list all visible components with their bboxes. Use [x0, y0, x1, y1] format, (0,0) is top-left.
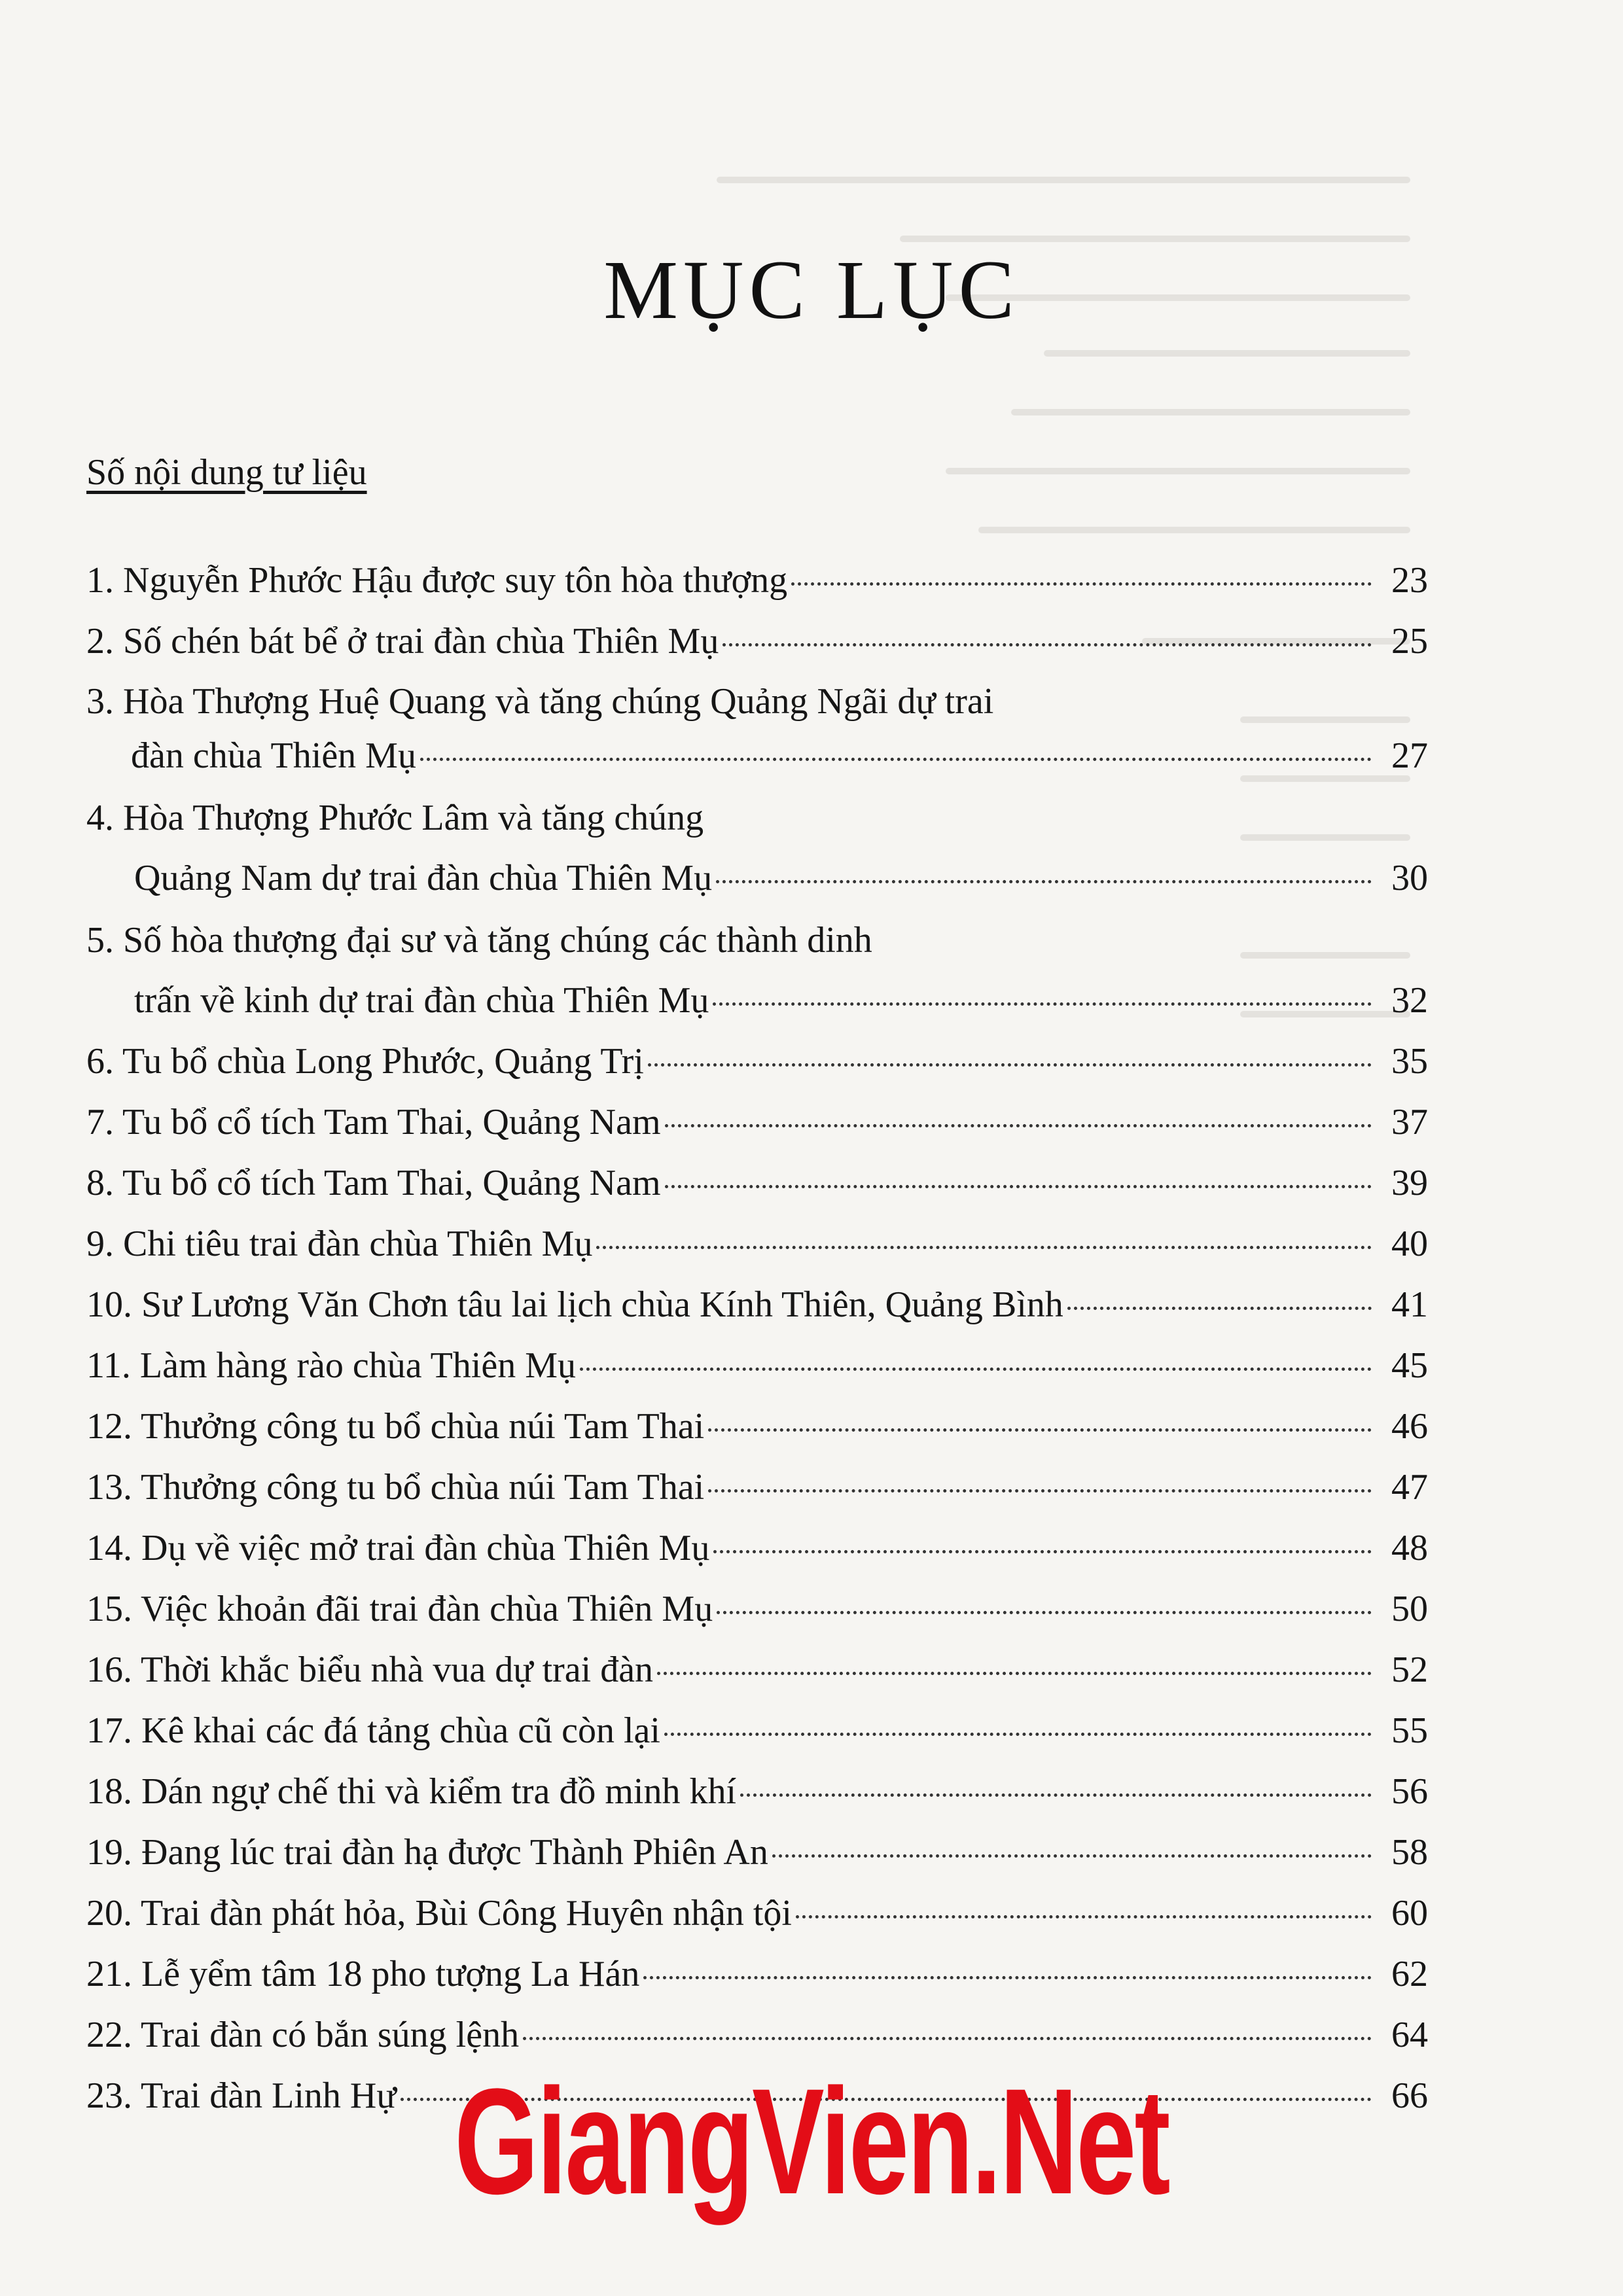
- toc-entry-continued[interactable]: đàn chùa Thiên Mụ 27: [131, 735, 1428, 776]
- toc-entry[interactable]: 4. Hòa Thượng Phước Lâm và tăng chúng: [86, 798, 704, 838]
- page-title: MỤC LỤC: [603, 243, 1020, 336]
- toc-entry[interactable]: 2. Số chén bát bể ở trai đàn chùa Thiên Mụ 25: [86, 621, 1428, 662]
- toc-entry[interactable]: 20. Trai đàn phát hỏa, Bùi Công Huyên nhận tội 60: [86, 1893, 1428, 1934]
- toc-entry[interactable]: 8. Tu bổ cổ tích Tam Thai, Quảng Nam 39: [86, 1163, 1428, 1203]
- toc-entry[interactable]: 18. Dán ngự chế thi và kiểm tra đồ minh khí 56: [86, 1771, 1428, 1812]
- toc-entry[interactable]: 23. Trai đàn Linh Hự 66: [86, 2075, 1428, 2116]
- toc-entry[interactable]: 10. Sư Lương Văn Chơn tâu lai lịch chùa Kính Thiên, Quảng Bình 41: [86, 1284, 1428, 1325]
- toc-entry-continued[interactable]: Quảng Nam dự trai đàn chùa Thiên Mụ 30: [134, 858, 1428, 898]
- toc-entry[interactable]: 5. Số hòa thượng đại sư và tăng chúng các thành dinh: [86, 920, 872, 961]
- toc-entry[interactable]: 1. Nguyễn Phước Hậu được suy tôn hòa thượng 23: [86, 560, 1428, 601]
- toc-entry[interactable]: 9. Chi tiêu trai đàn chùa Thiên Mụ 40: [86, 1224, 1428, 1264]
- toc-entry[interactable]: 17. Kê khai các đá tảng chùa cũ còn lại 55: [86, 1710, 1428, 1751]
- toc-entry[interactable]: 21. Lễ yểm tâm 18 pho tượng La Hán 62: [86, 1954, 1428, 1994]
- toc-entry[interactable]: 15. Việc khoản đãi trai đàn chùa Thiên Mụ 50: [86, 1589, 1428, 1629]
- toc-entry-continued[interactable]: trấn về kinh dự trai đàn chùa Thiên Mụ 32: [134, 980, 1428, 1021]
- toc-entry[interactable]: 11. Làm hàng rào chùa Thiên Mụ 45: [86, 1345, 1428, 1386]
- toc-entry[interactable]: 7. Tu bổ cổ tích Tam Thai, Quảng Nam 37: [86, 1102, 1428, 1142]
- toc-entry[interactable]: 13. Thưởng công tu bổ chùa núi Tam Thai 47: [86, 1467, 1428, 1508]
- toc-entry[interactable]: 22. Trai đàn có bắn súng lệnh 64: [86, 2015, 1428, 2055]
- watermark-logo: GiangVien.Net: [454, 2057, 1169, 2225]
- toc-entry[interactable]: 14. Dụ về việc mở trai đàn chùa Thiên Mụ 48: [86, 1528, 1428, 1568]
- toc-entry[interactable]: 12. Thưởng công tu bổ chùa núi Tam Thai 46: [86, 1406, 1428, 1447]
- toc-entry[interactable]: 16. Thời khắc biểu nhà vua dự trai đàn 52: [86, 1650, 1428, 1690]
- toc-entry[interactable]: 6. Tu bổ chùa Long Phước, Quảng Trị 35: [86, 1041, 1428, 1082]
- toc-entry[interactable]: 19. Đang lúc trai đàn hạ được Thành Phiên An 58: [86, 1832, 1428, 1873]
- toc-entry[interactable]: 3. Hòa Thượng Huệ Quang và tăng chúng Quảng Ngãi dự trai: [86, 681, 994, 722]
- section-heading: Số nội dung tư liệu: [86, 452, 367, 493]
